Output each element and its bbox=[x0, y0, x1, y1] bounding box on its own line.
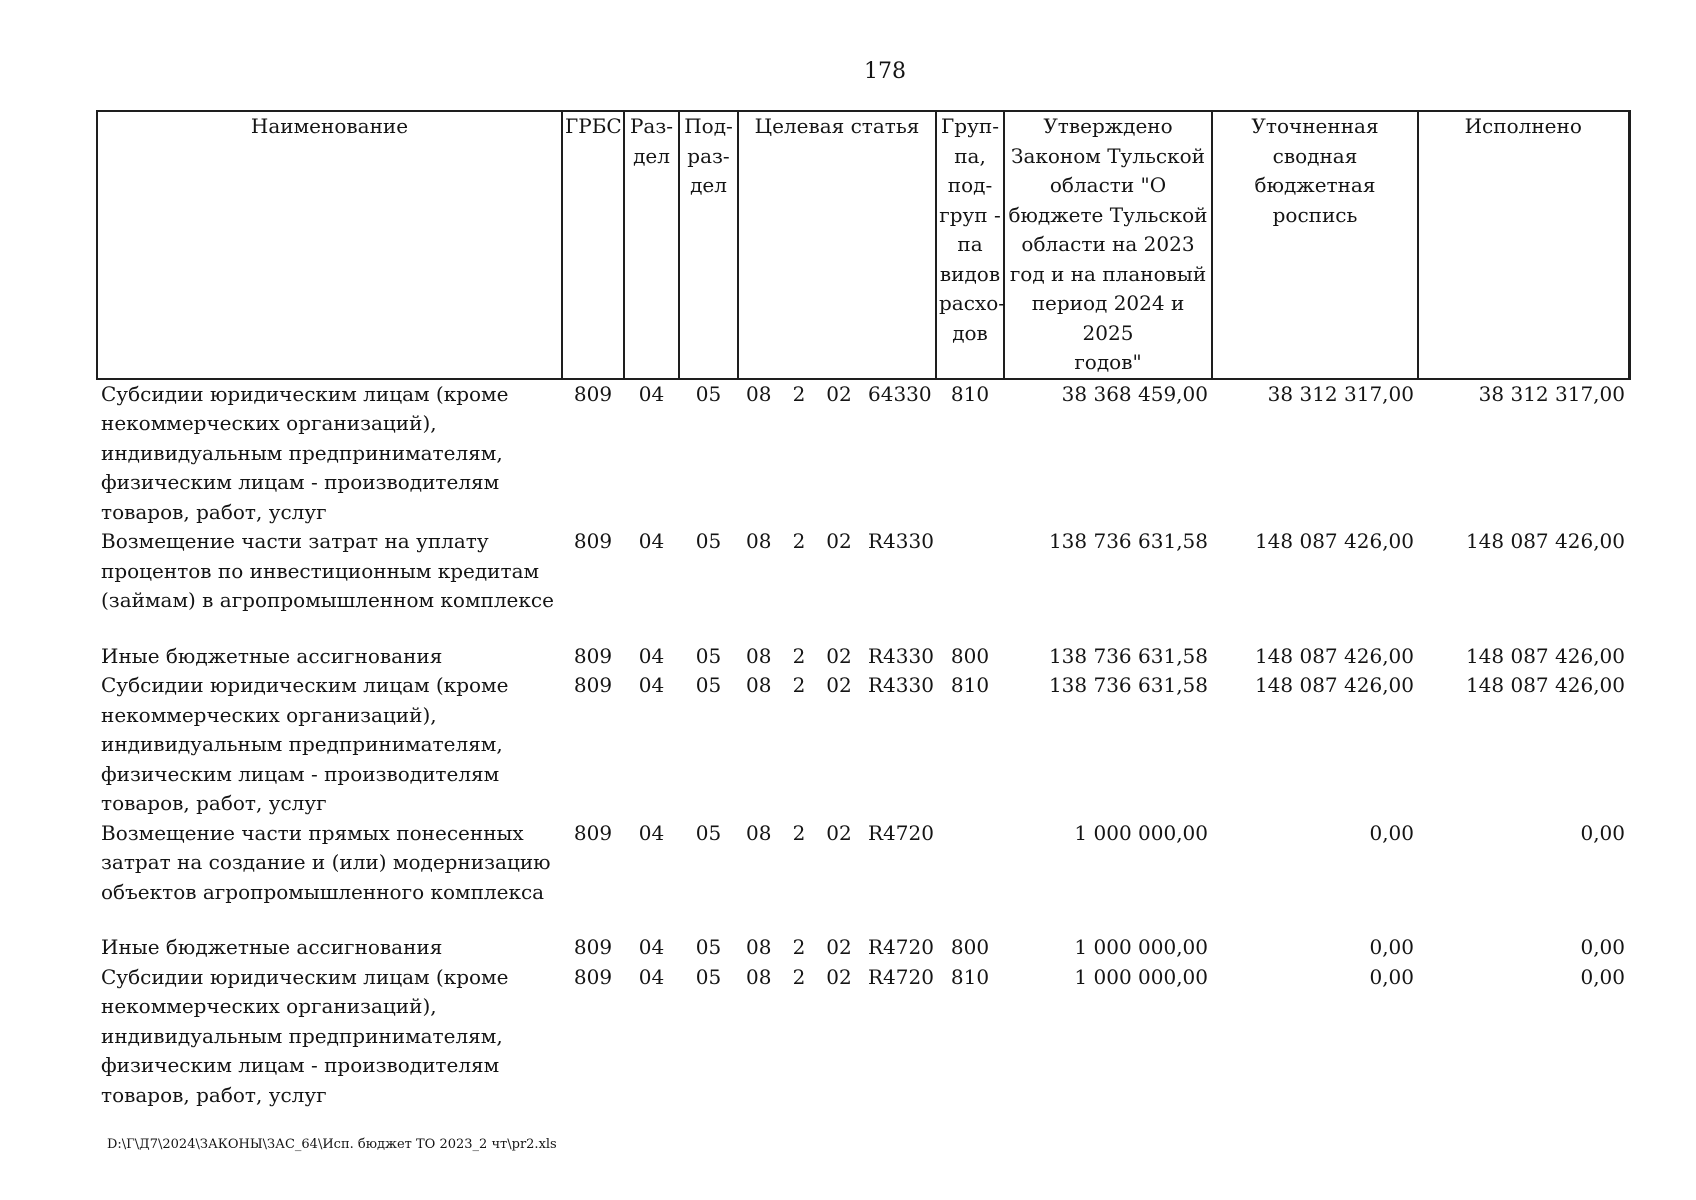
row-executed: 148 087 426,00 bbox=[1465, 673, 1625, 697]
cs-program: 08 bbox=[746, 820, 772, 845]
row-executed: 148 087 426,00 bbox=[1465, 643, 1625, 668]
row-group bbox=[936, 819, 1004, 908]
row-podrazdel: 05 bbox=[695, 673, 722, 697]
row-name: Возмещение части прямых понесенных затрат на создание и (или) модернизацию объектов агропромышленного комплекса bbox=[101, 820, 551, 904]
row-spacer bbox=[97, 616, 1629, 642]
row-grbs: 809 bbox=[573, 820, 613, 845]
row-refined: 38 312 317,00 bbox=[1267, 381, 1414, 406]
header-razdel: Раз- дел bbox=[624, 111, 679, 379]
row-approved: 138 736 631,58 bbox=[1048, 529, 1208, 553]
row-grbs: 809 bbox=[573, 964, 613, 989]
row-razdel: 04 bbox=[638, 673, 665, 697]
row-approved: 1 000 000,00 bbox=[1074, 964, 1208, 989]
row-target-article bbox=[738, 933, 936, 963]
cs-subprogram: 2 bbox=[792, 964, 806, 989]
row-razdel: 04 bbox=[638, 529, 665, 553]
row-podrazdel: 05 bbox=[695, 964, 722, 989]
cs-subprogram: 2 bbox=[792, 381, 806, 406]
row-name: Иные бюджетные ассигнования bbox=[101, 935, 443, 959]
row-target-article bbox=[738, 819, 936, 908]
cs-event: 02 bbox=[826, 381, 852, 406]
table-row bbox=[97, 819, 1629, 908]
cs-subprogram: 2 bbox=[792, 529, 806, 553]
row-razdel: 04 bbox=[638, 820, 665, 845]
row-target-article bbox=[738, 379, 936, 528]
header-name: Наименование bbox=[97, 111, 562, 379]
row-refined: 0,00 bbox=[1369, 820, 1414, 845]
row-razdel: 04 bbox=[638, 381, 665, 406]
header-grbs: ГРБС bbox=[562, 111, 624, 379]
row-podrazdel: 05 bbox=[695, 529, 722, 553]
row-name: Иные бюджетные ассигнования bbox=[101, 643, 443, 668]
header-target-article: Целевая статья bbox=[738, 111, 936, 379]
cs-direction: R4720 bbox=[868, 964, 934, 989]
cs-event: 02 bbox=[826, 820, 852, 845]
row-grbs: 809 bbox=[573, 673, 613, 697]
row-group: 800 bbox=[950, 643, 990, 668]
row-group: 800 bbox=[950, 935, 990, 959]
row-approved: 138 736 631,58 bbox=[1048, 643, 1208, 668]
table-row bbox=[97, 527, 1629, 616]
row-executed: 0,00 bbox=[1580, 964, 1625, 989]
cs-event: 02 bbox=[826, 643, 852, 668]
file-path-footer: D:\Г\Д7\2024\ЗАКОНЫ\ЗАС_64\Исп. бюджет ТО 2023_2 чт\pr2.xls bbox=[107, 1137, 557, 1152]
row-target-article bbox=[738, 642, 936, 672]
header-expense-group: Груп- па, под- груп - па видов расхо- дов bbox=[936, 111, 1004, 379]
row-podrazdel: 05 bbox=[695, 381, 722, 406]
row-approved: 1 000 000,00 bbox=[1074, 935, 1208, 959]
table-row bbox=[97, 642, 1629, 672]
header-podrazdel: Под- раз- дел bbox=[679, 111, 738, 379]
row-approved: 1 000 000,00 bbox=[1074, 820, 1208, 845]
cs-event: 02 bbox=[826, 673, 852, 697]
header-approved: Утверждено Законом Тульской области "О бюджете Тульской области на 2023 год и на плановый период 2024 и 2025 годов" bbox=[1004, 111, 1212, 379]
table-row bbox=[97, 671, 1629, 819]
row-razdel: 04 bbox=[638, 964, 665, 989]
cs-subprogram: 2 bbox=[792, 673, 806, 697]
cs-event: 02 bbox=[826, 935, 852, 959]
cs-direction: R4330 bbox=[868, 529, 934, 553]
cs-program: 08 bbox=[746, 381, 772, 406]
row-target-article bbox=[738, 527, 936, 616]
cs-program: 08 bbox=[746, 643, 772, 668]
row-grbs: 809 bbox=[573, 643, 613, 668]
row-name: Возмещение части затрат на уплату процентов по инвестиционным кредитам (займам) в агропромышленном комплексе bbox=[101, 529, 554, 612]
row-grbs: 809 bbox=[573, 529, 613, 553]
row-name: Субсидии юридическим лицам (кроме некоммерческих организаций), индивидуальным предпринимателям, физическим лицам - производителям товаров, работ, услуг bbox=[101, 673, 509, 815]
row-target-article bbox=[738, 963, 936, 1111]
cs-program: 08 bbox=[746, 964, 772, 989]
row-podrazdel: 05 bbox=[695, 820, 722, 845]
row-refined: 148 087 426,00 bbox=[1254, 643, 1414, 668]
table-row bbox=[97, 379, 1629, 528]
header-refined: Уточненная сводная бюджетная роспись bbox=[1212, 111, 1418, 379]
row-refined: 148 087 426,00 bbox=[1254, 673, 1414, 697]
row-refined: 0,00 bbox=[1369, 964, 1414, 989]
cs-program: 08 bbox=[746, 935, 772, 959]
row-executed: 0,00 bbox=[1580, 935, 1625, 959]
row-spacer bbox=[97, 907, 1629, 933]
row-approved: 138 736 631,58 bbox=[1048, 673, 1208, 697]
row-grbs: 809 bbox=[573, 935, 613, 959]
row-executed: 148 087 426,00 bbox=[1465, 529, 1625, 553]
row-target-article bbox=[738, 671, 936, 819]
table-header-row bbox=[97, 111, 1629, 379]
cs-direction: 64330 bbox=[868, 381, 932, 406]
cs-subprogram: 2 bbox=[792, 935, 806, 959]
cs-direction: R4720 bbox=[868, 820, 934, 845]
row-executed: 38 312 317,00 bbox=[1478, 381, 1625, 406]
row-refined: 148 087 426,00 bbox=[1254, 529, 1414, 553]
row-podrazdel: 05 bbox=[695, 935, 722, 959]
row-refined: 0,00 bbox=[1369, 935, 1414, 959]
cs-event: 02 bbox=[826, 964, 852, 989]
row-razdel: 04 bbox=[638, 935, 665, 959]
cs-direction: R4330 bbox=[868, 643, 934, 668]
cs-direction: R4720 bbox=[868, 935, 934, 959]
row-executed: 0,00 bbox=[1580, 820, 1625, 845]
row-group: 810 bbox=[950, 673, 990, 697]
page-number: 178 bbox=[864, 59, 906, 84]
row-podrazdel: 05 bbox=[695, 643, 722, 668]
row-razdel: 04 bbox=[638, 643, 665, 668]
cs-event: 02 bbox=[826, 529, 852, 553]
row-group: 810 bbox=[950, 964, 990, 989]
cs-program: 08 bbox=[746, 673, 772, 697]
row-group: 810 bbox=[950, 381, 990, 406]
row-name: Субсидии юридическим лицам (кроме некоммерческих организаций), индивидуальным предпринимателям, физическим лицам - производителям товаров, работ, услуг bbox=[101, 381, 509, 524]
row-grbs: 809 bbox=[573, 381, 613, 406]
cs-direction: R4330 bbox=[868, 673, 934, 697]
cs-subprogram: 2 bbox=[792, 820, 806, 845]
budget-table bbox=[96, 110, 1631, 1110]
cs-subprogram: 2 bbox=[792, 643, 806, 668]
row-name: Субсидии юридическим лицам (кроме некоммерческих организаций), индивидуальным предпринимателям, физическим лицам - производителям товаров, работ, услуг bbox=[101, 964, 509, 1107]
cs-program: 08 bbox=[746, 529, 772, 553]
row-approved: 38 368 459,00 bbox=[1061, 381, 1208, 406]
row-group bbox=[936, 527, 1004, 616]
table-row bbox=[97, 933, 1629, 963]
header-executed: Исполнено bbox=[1418, 111, 1629, 379]
table-row bbox=[97, 963, 1629, 1111]
